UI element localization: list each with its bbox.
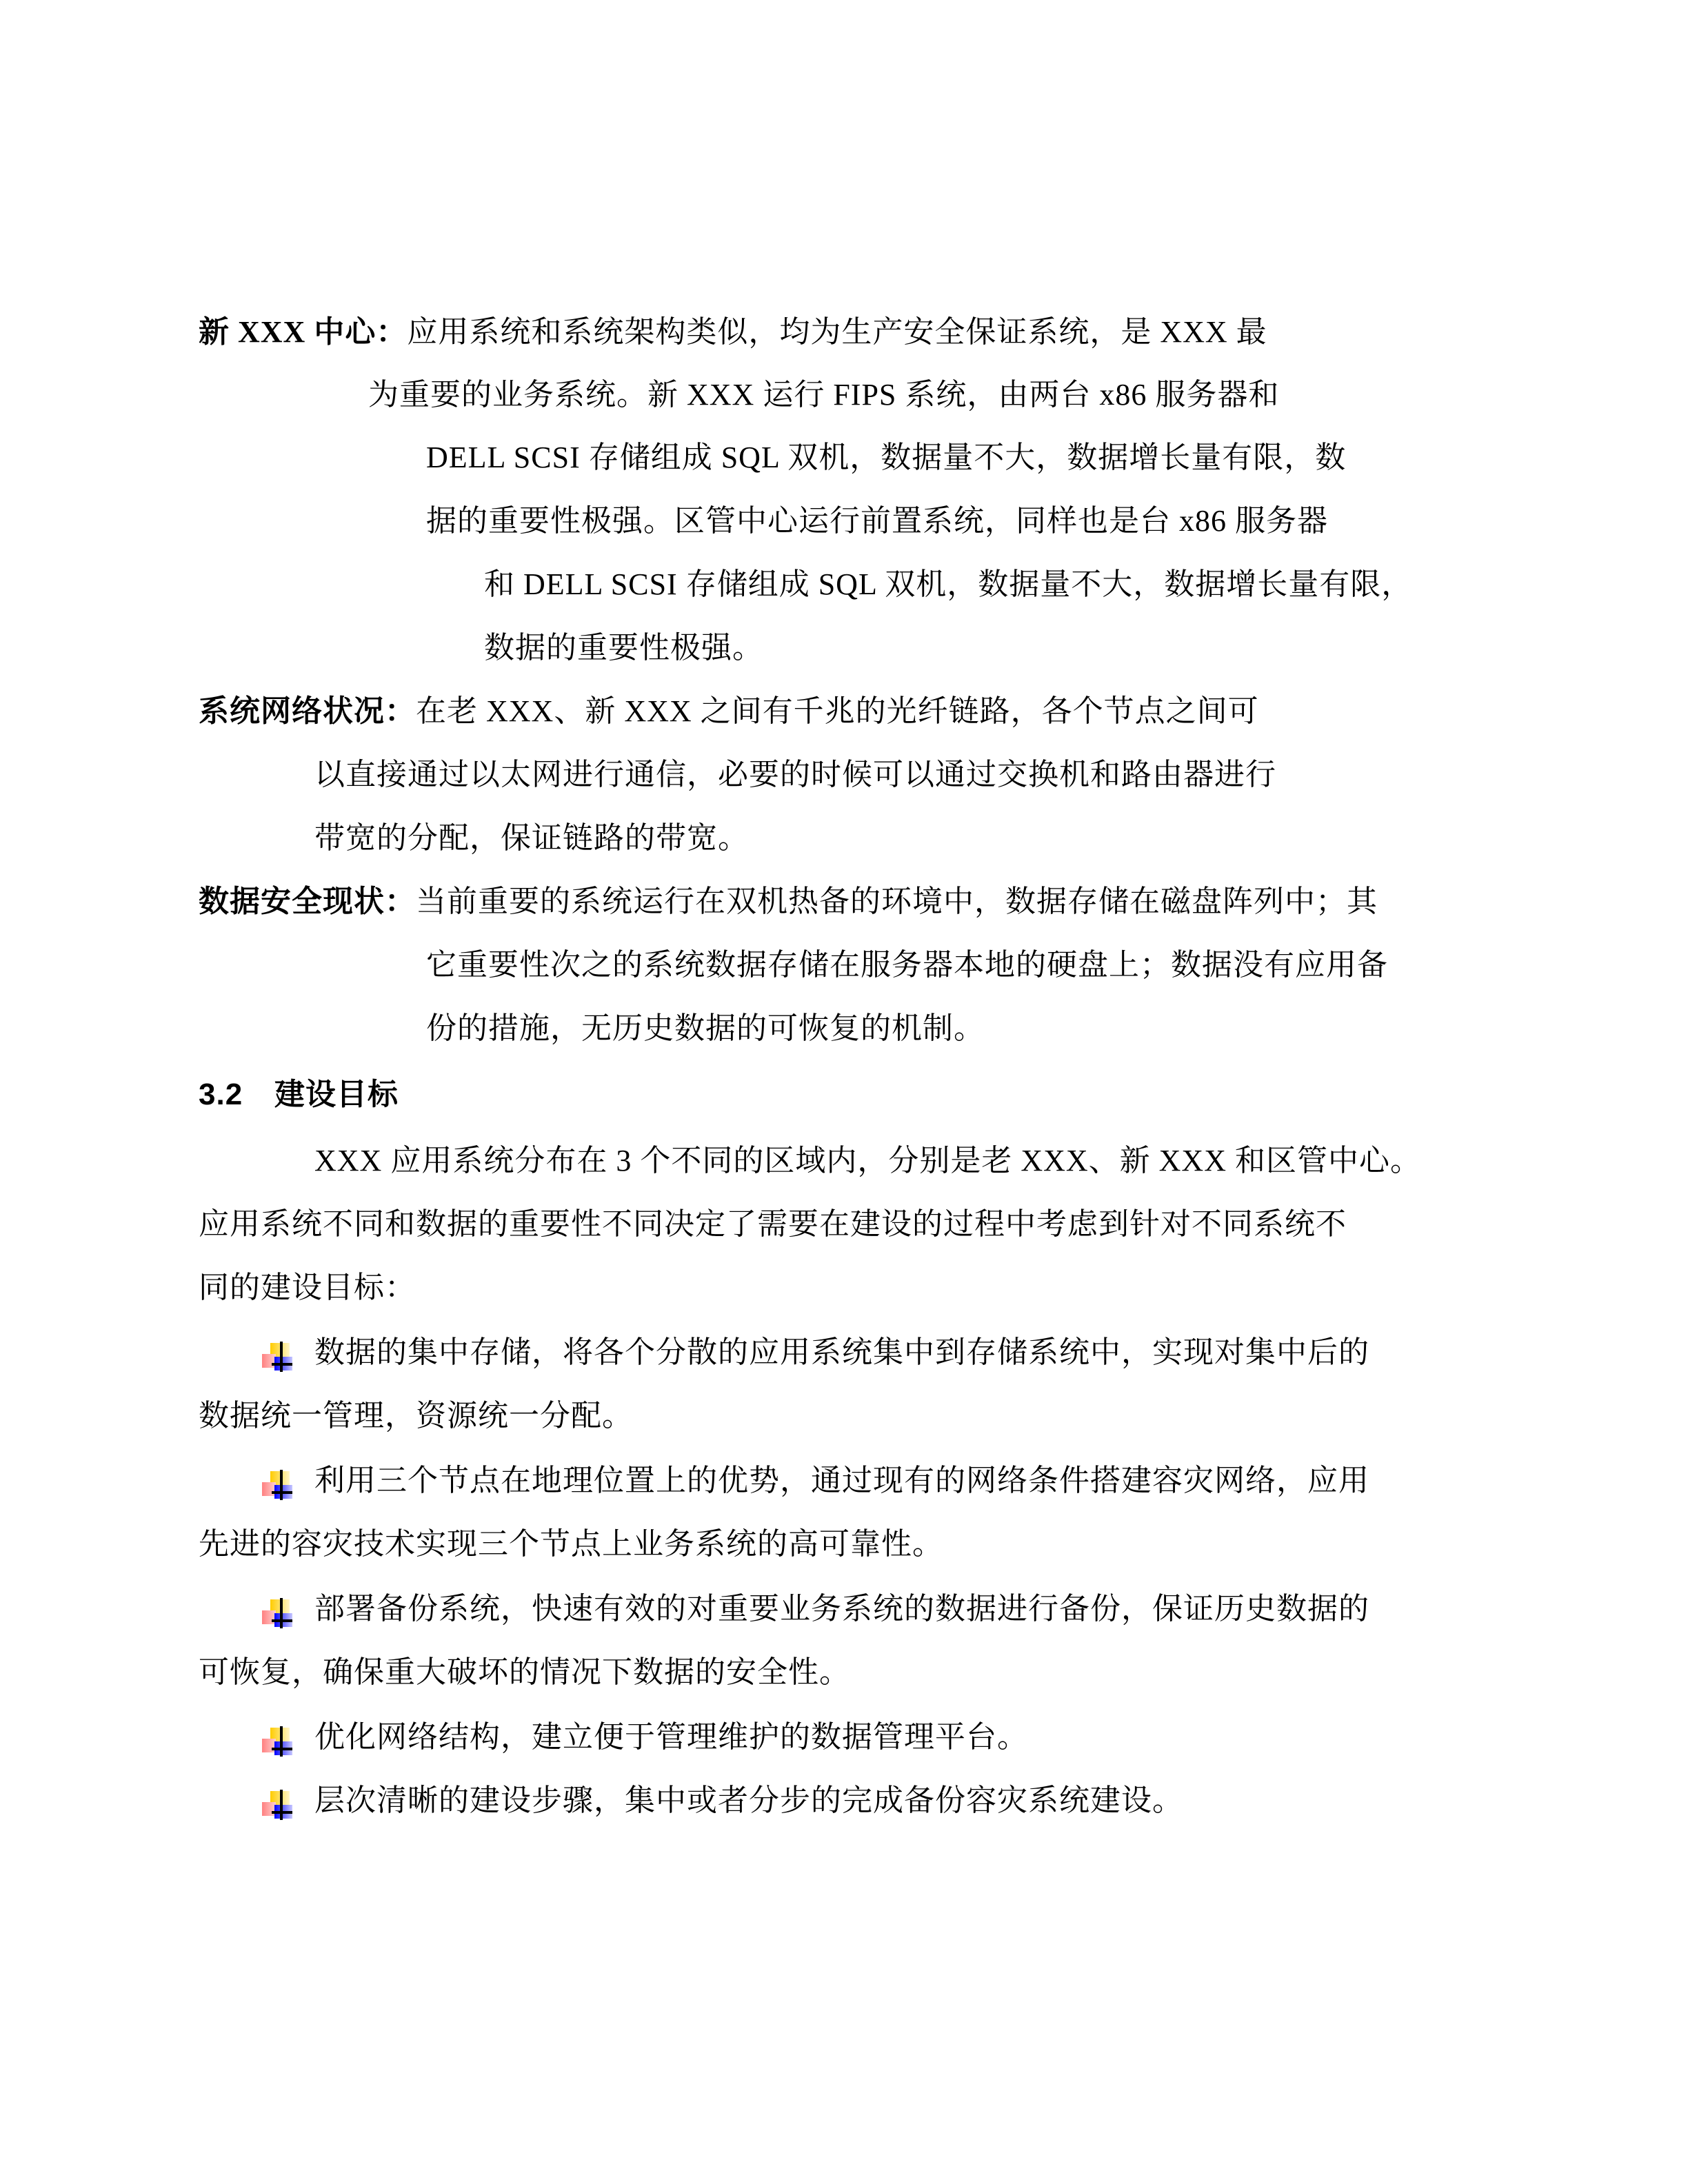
paragraph-line: 以直接通过以太网进行通信，必要的时候可以通过交换机和路由器进行 [314,758,1276,791]
cross-bullet-icon [262,1726,292,1757]
paragraph-line: 层次清晰的建设步骤，集中或者分步的完成备份容灾系统建设。 [314,1783,1183,1817]
paragraph-line: 份的措施，无历史数据的可恢复的机制。 [426,1011,985,1045]
paragraph-line: 数据安全现状：当前重要的系统运行在双机热备的环境中，数据存储在磁盘阵列中；其 [199,884,1378,918]
cross-bullet-icon [262,1598,292,1628]
cross-bullet-icon [262,1342,292,1372]
paragraph-line: 同的建设目标： [199,1271,416,1304]
paragraph-line: 应用系统不同和数据的重要性不同决定了需要在建设的过程中考虑到针对不同系统不 [199,1207,1347,1241]
cross-bullet-icon [262,1790,292,1820]
section-heading [199,1074,399,1115]
paragraph-line: 系统网络状况：在老 XXX、新 XXX 之间有千兆的光纤链路，各个节点之间可 [199,694,1259,728]
paragraph-line: 新 XXX 中心：应用系统和系统架构类似，均为生产安全保证系统，是 XXX 最 [199,315,1267,349]
paragraph-line: 为重要的业务系统。新 XXX 运行 FIPS 系统，由两台 x86 服务器和 [368,378,1280,412]
paragraph-line: 优化网络结构，建立便于管理维护的数据管理平台。 [314,1720,1028,1754]
paragraph-line: 据的重要性极强。区管中心运行前置系统，同样也是台 x86 服务器 [426,504,1328,538]
heading-number: 3.2 [199,1078,243,1111]
paragraph-line: 可恢复，确保重大破坏的情况下数据的安全性。 [199,1655,850,1689]
heading-title: 建设目标 [274,1078,399,1111]
paragraph-line: 数据的集中存储，将各个分散的应用系统集中到存储系统中，实现对集中后的 [314,1335,1369,1369]
paragraph-line: 利用三个节点在地理位置上的优势，通过现有的网络条件搭建容灾网络，应用 [314,1464,1369,1497]
section-label: 新 XXX 中心： [199,315,408,349]
cross-bullet-icon [262,1470,292,1500]
paragraph-line: 它重要性次之的系统数据存储在服务器本地的硬盘上；数据没有应用备 [426,948,1388,982]
paragraph-line: DELL SCSI 存储组成 SQL 双机，数据量不大，数据增长量有限，数 [426,441,1347,474]
paragraph-line: 和 DELL SCSI 存储组成 SQL 双机，数据量不大，数据增长量有限， [484,567,1413,601]
paragraph-line: 先进的容灾技术实现三个节点上业务系统的高可靠性。 [199,1527,943,1561]
paragraph-line: XXX 应用系统分布在 3 个不同的区域内，分别是老 XXX、新 XXX 和区管中心。 [314,1144,1421,1177]
paragraph-line: 数据的重要性极强。 [484,631,763,665]
section-label: 系统网络状况： [199,694,416,728]
paragraph-line: 部署备份系统，快速有效的对重要业务系统的数据进行备份，保证历史数据的 [314,1592,1369,1626]
paragraph-line: 数据统一管理，资源统一分配。 [199,1399,633,1433]
section-label: 数据安全现状： [199,884,416,918]
paragraph-line: 带宽的分配，保证链路的带宽。 [314,821,749,855]
